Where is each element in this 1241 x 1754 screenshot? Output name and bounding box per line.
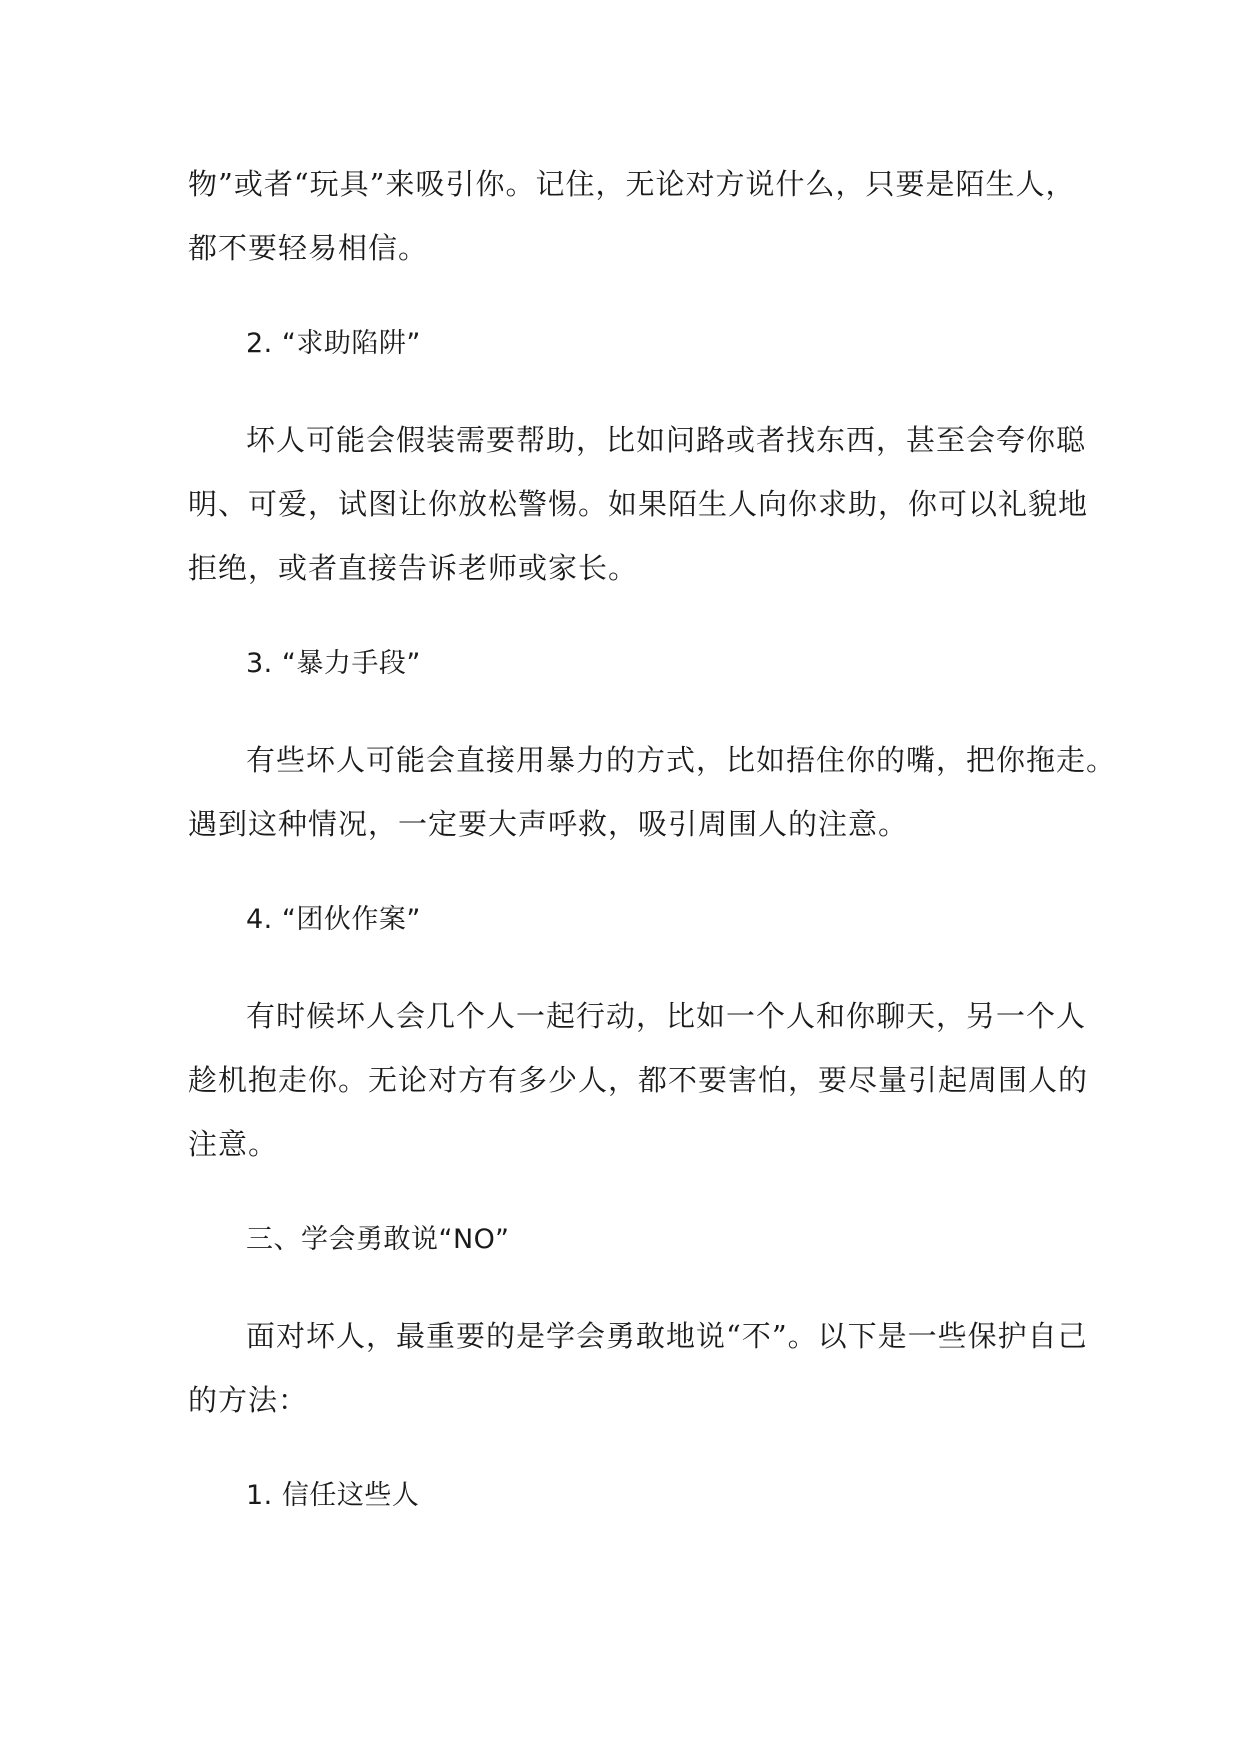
paragraph-line: 坏人可能会假装需要帮助，比如问路或者找东西，甚至会夸你聪 (246, 423, 1087, 457)
section-heading: 1. 信任这些人 (246, 1480, 420, 1511)
paragraph-line: 注意。 (188, 1127, 279, 1161)
paragraph-line: 都不要轻易相信。 (188, 231, 429, 265)
paragraph-line: 遇到这种情况，一定要大声呼救，吸引周围人的注意。 (188, 807, 909, 841)
paragraph-line: 有时候坏人会几个人一起行动，比如一个人和你聊天，另一个人 (246, 999, 1087, 1033)
paragraph-line: 物”或者“玩具”来吸引你。记住，无论对方说什么，只要是陌生人， (188, 167, 1076, 201)
paragraph-line: 拒绝，或者直接告诉老师或家长。 (188, 551, 639, 585)
section-heading: 4. “团伙作案” (246, 904, 421, 935)
paragraph-line: 有些坏人可能会直接用暴力的方式，比如捂住你的嘴，把你拖走。 (246, 743, 1117, 777)
paragraph-line: 明、可爱，试图让你放松警惕。如果陌生人向你求助，你可以礼貌地 (188, 487, 1089, 521)
chapter-heading: 三、学会勇敢说“NO” (246, 1224, 510, 1255)
section-heading: 3. “暴力手段” (246, 648, 421, 679)
paragraph-line: 面对坏人，最重要的是学会勇敢地说“不”。以下是一些保护自己 (246, 1319, 1088, 1353)
paragraph-line: 趁机抱走你。无论对方有多少人，都不要害怕，要尽量引起周围人的 (188, 1063, 1089, 1097)
section-heading: 2. “求助陷阱” (246, 328, 421, 359)
paragraph-line: 的方法： (188, 1383, 309, 1417)
